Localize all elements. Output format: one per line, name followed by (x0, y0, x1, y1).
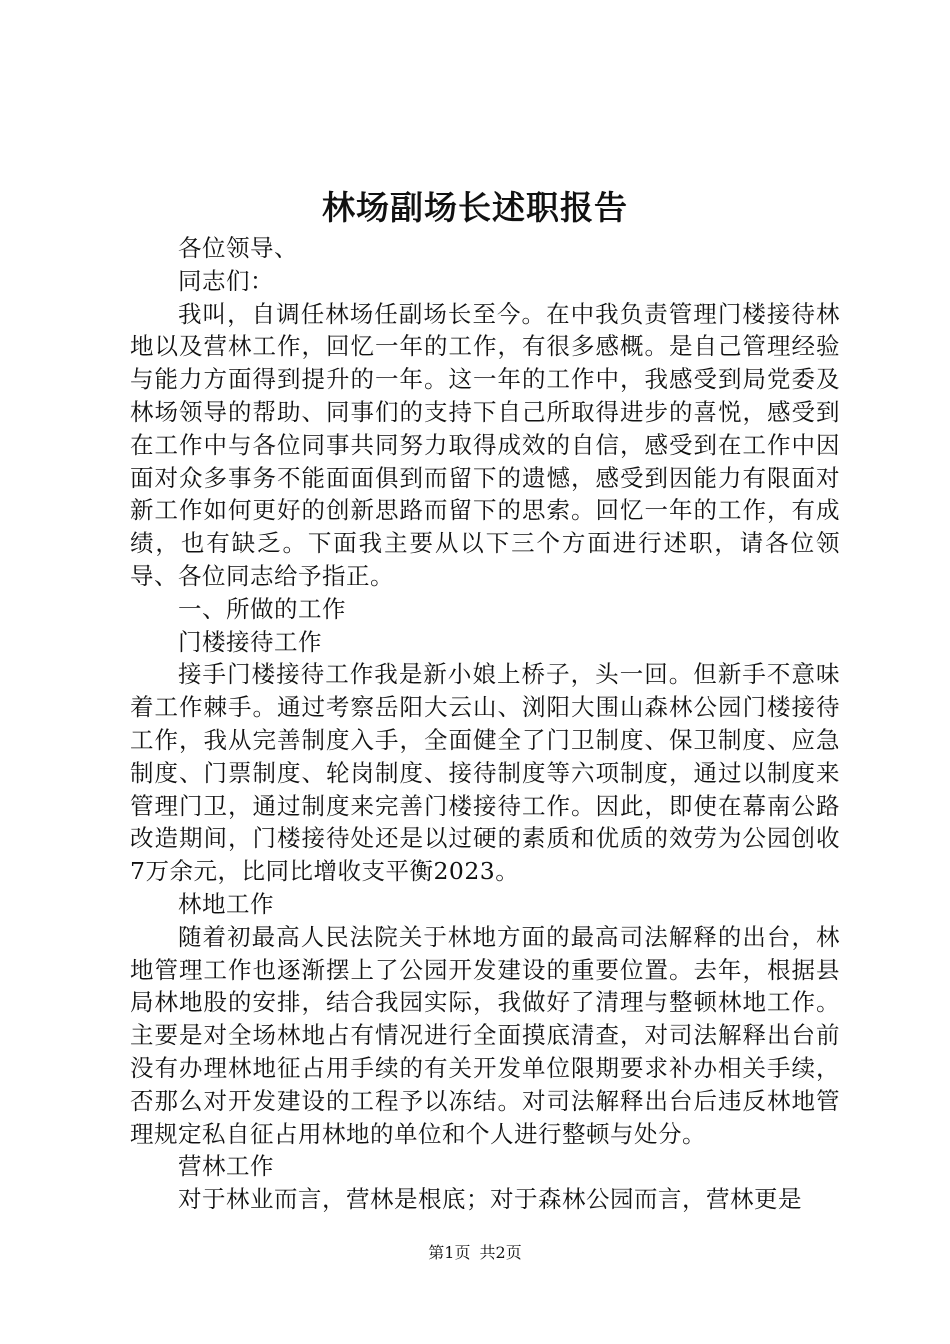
page-number: 第1页 (428, 1243, 471, 1262)
salutation-line-2: 同志们： (178, 266, 274, 295)
page-total: 共2页 (479, 1243, 522, 1262)
document-title: 林场副场长述职报告 (322, 188, 628, 227)
subheading-gate-reception: 门楼接待工作 (178, 627, 322, 656)
page-footer (0, 1240, 950, 1266)
subheading-forest-land: 林地工作 (178, 889, 274, 918)
paragraph-afforestation: 对于林业而言，营林是根底；对于森林公园而言，营林更是 (178, 1185, 802, 1214)
paragraph-forest-land: 随着初最高人民法院关于林地方面的最高司法解释的出台，林地管理工作也逐渐摆上了公园开发建设的重要位置。去年，根据县局林地股的安排，结合我园实际，我做好了清理与整顿林地工作。主要是对全场林地占有情况进行全面摸底清查，对司法解释出台前没有办理林地征占用手续的有关开发单位限期要求补办相关手续，否那么对开发建设的工程予以冻结。对司法解释出台后违反林地管理规定私自征占用林地的单位和个人进行整顿与处分。 (130, 922, 840, 1148)
paragraph-gate-reception: 接手门楼接待工作我是新小娘上桥子，头一回。但新手不意味着工作棘手。通过考察岳阳大云山、浏阳大围山森林公园门楼接待工作，我从完善制度入手，全面健全了门卫制度、保卫制度、应急制度、门票制度、轮岗制度、接待制度等六项制度，通过以制度来管理门卫，通过制度来完善门楼接待工作。因此，即使在幕南公路改造期间，门楼接待处还是以过硬的素质和优质的效劳为公园创收7万余元，比同比增收支平衡2023。 (130, 660, 840, 886)
subheading-afforestation: 营林工作 (178, 1152, 274, 1181)
intro-paragraph: 我叫，自调任林场任副场长至今。在中我负责管理门楼接待林地以及营林工作，回忆一年的工作，有很多感概。是自己管理经验与能力方面得到提升的一年。这一年的工作中，我感受到局党委及林场领导的帮助、同事们的支持下自己所取得进步的喜悦，感受到在工作中与各位同事共同努力取得成效的自信，感受到在工作中因面对众多事务不能面面俱到而留下的遗憾，感受到因能力有限面对新工作如何更好的创新思路而留下的思索。回忆一年的工作，有成绩，也有缺乏。下面我主要从以下三个方面进行述职，请各位领导、各位同志给予指正。 (130, 299, 840, 590)
section-heading: 一、所做的工作 (178, 594, 346, 623)
salutation-line-1: 各位领导、 (178, 234, 298, 262)
document-body (130, 232, 840, 1216)
